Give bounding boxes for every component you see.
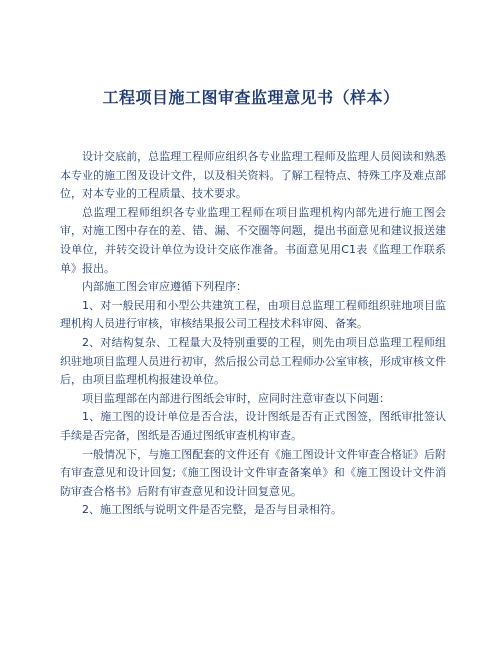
paragraph-issue-2: 2、施工图纸与说明文件是否完整，是否与目录相符。 bbox=[82, 503, 342, 517]
paragraph-review-issues-intro: 项目监理部在内部进行图纸会审时，应同时注意审查以下问题： bbox=[82, 391, 390, 405]
paragraph-procedure-2: 2、对结构复杂、工程量大及特别重要的工程，则先由项目总监理工程师组织驻地项目监理人员进行初审，然后报公司总工程师办公室审核，形成审核文件后，由项目监理机构报建设单位。 bbox=[60, 335, 446, 387]
paragraph-internal-review: 总监理工程师组织各专业监理工程师在项目监理机构内部先进行施工图会审，对施工图中存在的差、错、漏、不交圈等问题，提出书面意见和建议报送建设单位，并转交设计单位为设计交底作准备。书面意见用C1表《监理工作联系单》报出。 bbox=[60, 205, 446, 275]
document-body bbox=[60, 148, 446, 520]
paragraph-procedure-intro: 内部施工图会审应遵循下列程序： bbox=[82, 280, 247, 294]
document-title: 工程项目施工图审查监理意见书（样本） bbox=[102, 88, 400, 107]
paragraph-procedure-1: 1、对一般民用和小型公共建筑工程，由项目总监理工程师组织驻地项目监理机构人员进行审核，审核结果报公司工程技术科审阅、备案。 bbox=[60, 298, 446, 331]
paragraph-supporting-documents: 一般情况下，与施工图配套的文件还有《施工图设计文件审查合格证》后附有审查意见和设计回复;《施工图设计文件审查备案单》和《施工图设计文件消防审查合格书》后附有审查意见和设计回复意见。 bbox=[60, 447, 446, 498]
paragraph-issue-1: 1、施工图的设计单位是否合法，设计图纸是否有正式图签，图纸审批签认手续是否完备，图纸是否通过图纸审查机构审查。 bbox=[60, 410, 446, 442]
paragraph-design-briefing: 设计交底前，总监理工程师应组织各专业监理工程师及监理人员阅读和熟悉本专业的施工图及设计文件，以及相关资料。了解工程特点、特殊工序及难点部位，对本专业的工程质量、技术要求。 bbox=[60, 150, 446, 201]
